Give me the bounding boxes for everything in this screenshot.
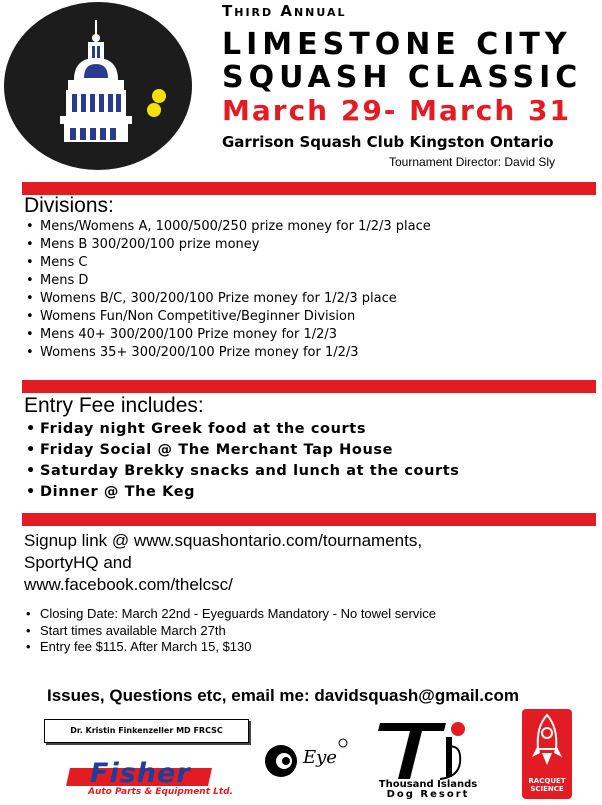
list-item: • Womens 35+ 300/200/100 Prize money for 1/2/3	[24, 344, 431, 362]
signup-link[interactable]: www.facebook.com/thelcsc/	[24, 575, 233, 594]
eye-logo-icon	[263, 735, 353, 781]
event-title-line2: SQUASH CLASSIC	[222, 60, 583, 95]
sponsor-ti-line2: Dog Resort	[386, 789, 470, 800]
sponsor-doctor: Dr. Kristin Finkenzeller MD FRCSC	[44, 719, 249, 743]
list-item: • Saturday Brekky snacks and lunch at the courts	[24, 461, 460, 482]
sponsor-fisher-tagline: Auto Parts & Equipment Ltd.	[88, 787, 234, 797]
event-title-line1: LIMESTONE CITY	[222, 27, 572, 62]
event-logo	[4, 2, 192, 170]
sponsor-thousand-islands	[378, 780, 478, 800]
signup-block	[24, 530, 422, 596]
sponsor-rs-line2: SCIENCE	[530, 785, 564, 793]
eye-brand-text: Eye	[303, 747, 337, 768]
list-item: • Mens 40+ 300/200/100 Prize money for 1/2/3	[24, 326, 431, 344]
contact-email[interactable]: Issues, Questions etc, email me: davidsquash@gmail.com	[47, 686, 519, 705]
sponsor-rs-line1: RACQUET	[528, 777, 566, 785]
list-item: • Mens/Womens A, 1000/500/250 prize money for 1/2/3 place	[24, 218, 431, 236]
entry-fee-heading: Entry Fee includes:	[24, 394, 204, 417]
list-item: • Womens Fun/Non Competitive/Beginner Division	[24, 308, 431, 326]
list-item: • Mens D	[24, 272, 431, 290]
list-item: • Dinner @ The Keg	[24, 482, 460, 503]
section-divider	[22, 380, 596, 393]
divisions-list	[24, 218, 431, 362]
list-item: • Closing Date: March 22nd - Eyeguards Mandatory - No towel service	[24, 606, 436, 623]
sponsor-fisher-name: Fisher	[90, 758, 191, 789]
list-item: • Friday Social @ The Merchant Tap House	[24, 440, 460, 461]
event-venue: Garrison Squash Club Kingston Ontario	[222, 133, 554, 151]
signup-line[interactable]: Signup link @ www.squashontario.com/tournaments,	[24, 531, 423, 550]
sponsor-racquet-science	[522, 777, 572, 793]
city-hall-dome-icon	[4, 2, 192, 170]
edition-label: Third Annual	[222, 2, 347, 20]
info-list	[24, 606, 436, 656]
list-item: • Mens B 300/200/100 prize money	[24, 236, 431, 254]
tournament-director: Tournament Director: David Sly	[389, 155, 556, 169]
sponsor-ti-line1: Thousand Islands	[378, 779, 478, 790]
list-item: • Start times available March 27th	[24, 623, 436, 640]
section-divider	[22, 513, 596, 526]
signup-line: SportyHQ and	[24, 553, 132, 572]
list-item: • Friday night Greek food at the courts	[24, 419, 460, 440]
entry-fee-list	[24, 419, 460, 503]
event-dates: March 29- March 31	[222, 94, 571, 127]
divisions-heading: Divisions:	[24, 194, 114, 217]
list-item: • Womens B/C, 300/200/100 Prize money for 1/2/3 place	[24, 290, 431, 308]
list-item: • Mens C	[24, 254, 431, 272]
rocket-icon	[522, 709, 572, 779]
list-item: • Entry fee $115. After March 15, $130	[24, 639, 436, 656]
